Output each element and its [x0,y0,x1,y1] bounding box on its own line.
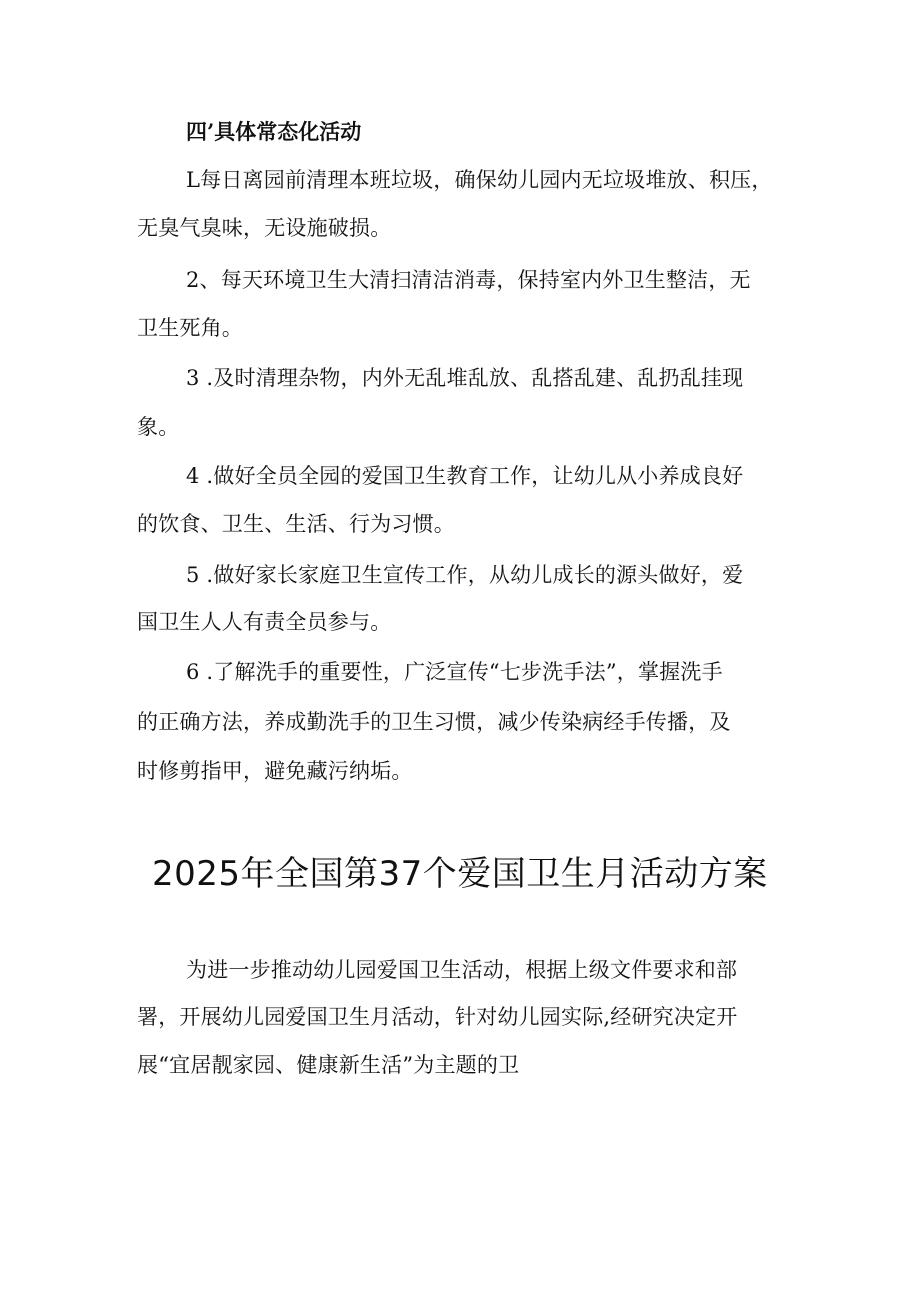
intro-line-2: 署，开展幼儿园爱国卫生月活动，针对幼儿园实际,经研究决定开 [137,1005,738,1029]
item-4-line-2: 的饮食、卫生、生活、行为习惯。 [137,512,455,536]
item-1-line-1: L每日离园前清理本班垃圾，确保幼儿园内无垃圾堆放、积压， [186,168,773,192]
item-1-line-2: 无臭气臭味，无设施破损。 [137,216,392,240]
item-5-line-2: 国卫生人人有责全员参与。 [137,610,392,634]
item-6-line-2: 的正确方法，养成勤洗手的卫生习惯，减少传染病经手传播，及 [137,710,731,734]
item-2-line-1: 2、每天环境卫生大清扫清洁消毒，保持室内外卫生整洁，无 [186,268,751,292]
item-6-line-3: 时修剪指甲，避免藏污纳垢。 [137,759,413,783]
item-4-line-1: 4 .做好全员全园的爱国卫生教育工作，让幼儿从小养成良好 [186,464,744,488]
item-5-line-1: 5 .做好家长家庭卫生宣传工作，从幼儿成长的源头做好，爱 [186,563,744,587]
intro-line-1: 为进一步推动幼儿园爱国卫生活动，根据上级文件要求和部 [186,958,738,982]
intro-line-3: 展“宜居靓家园、健康新生活”为主题的卫 [137,1053,520,1077]
item-3-line-2: 象。 [137,415,180,439]
item-6-line-1: 6 .了解洗手的重要性，广泛宣传“七步洗手法”，掌握洗手 [186,660,723,684]
item-3-line-1: 3 .及时清理杂物，内外无乱堆乱放、乱搭乱建、乱扔乱挂现 [186,366,744,390]
document-title: 2025年全国第37个爱国卫生月活动方案 [152,854,768,894]
item-2-line-2: 卫生死角。 [137,316,243,340]
section-heading: 四’具体常态化活动 [186,119,362,144]
